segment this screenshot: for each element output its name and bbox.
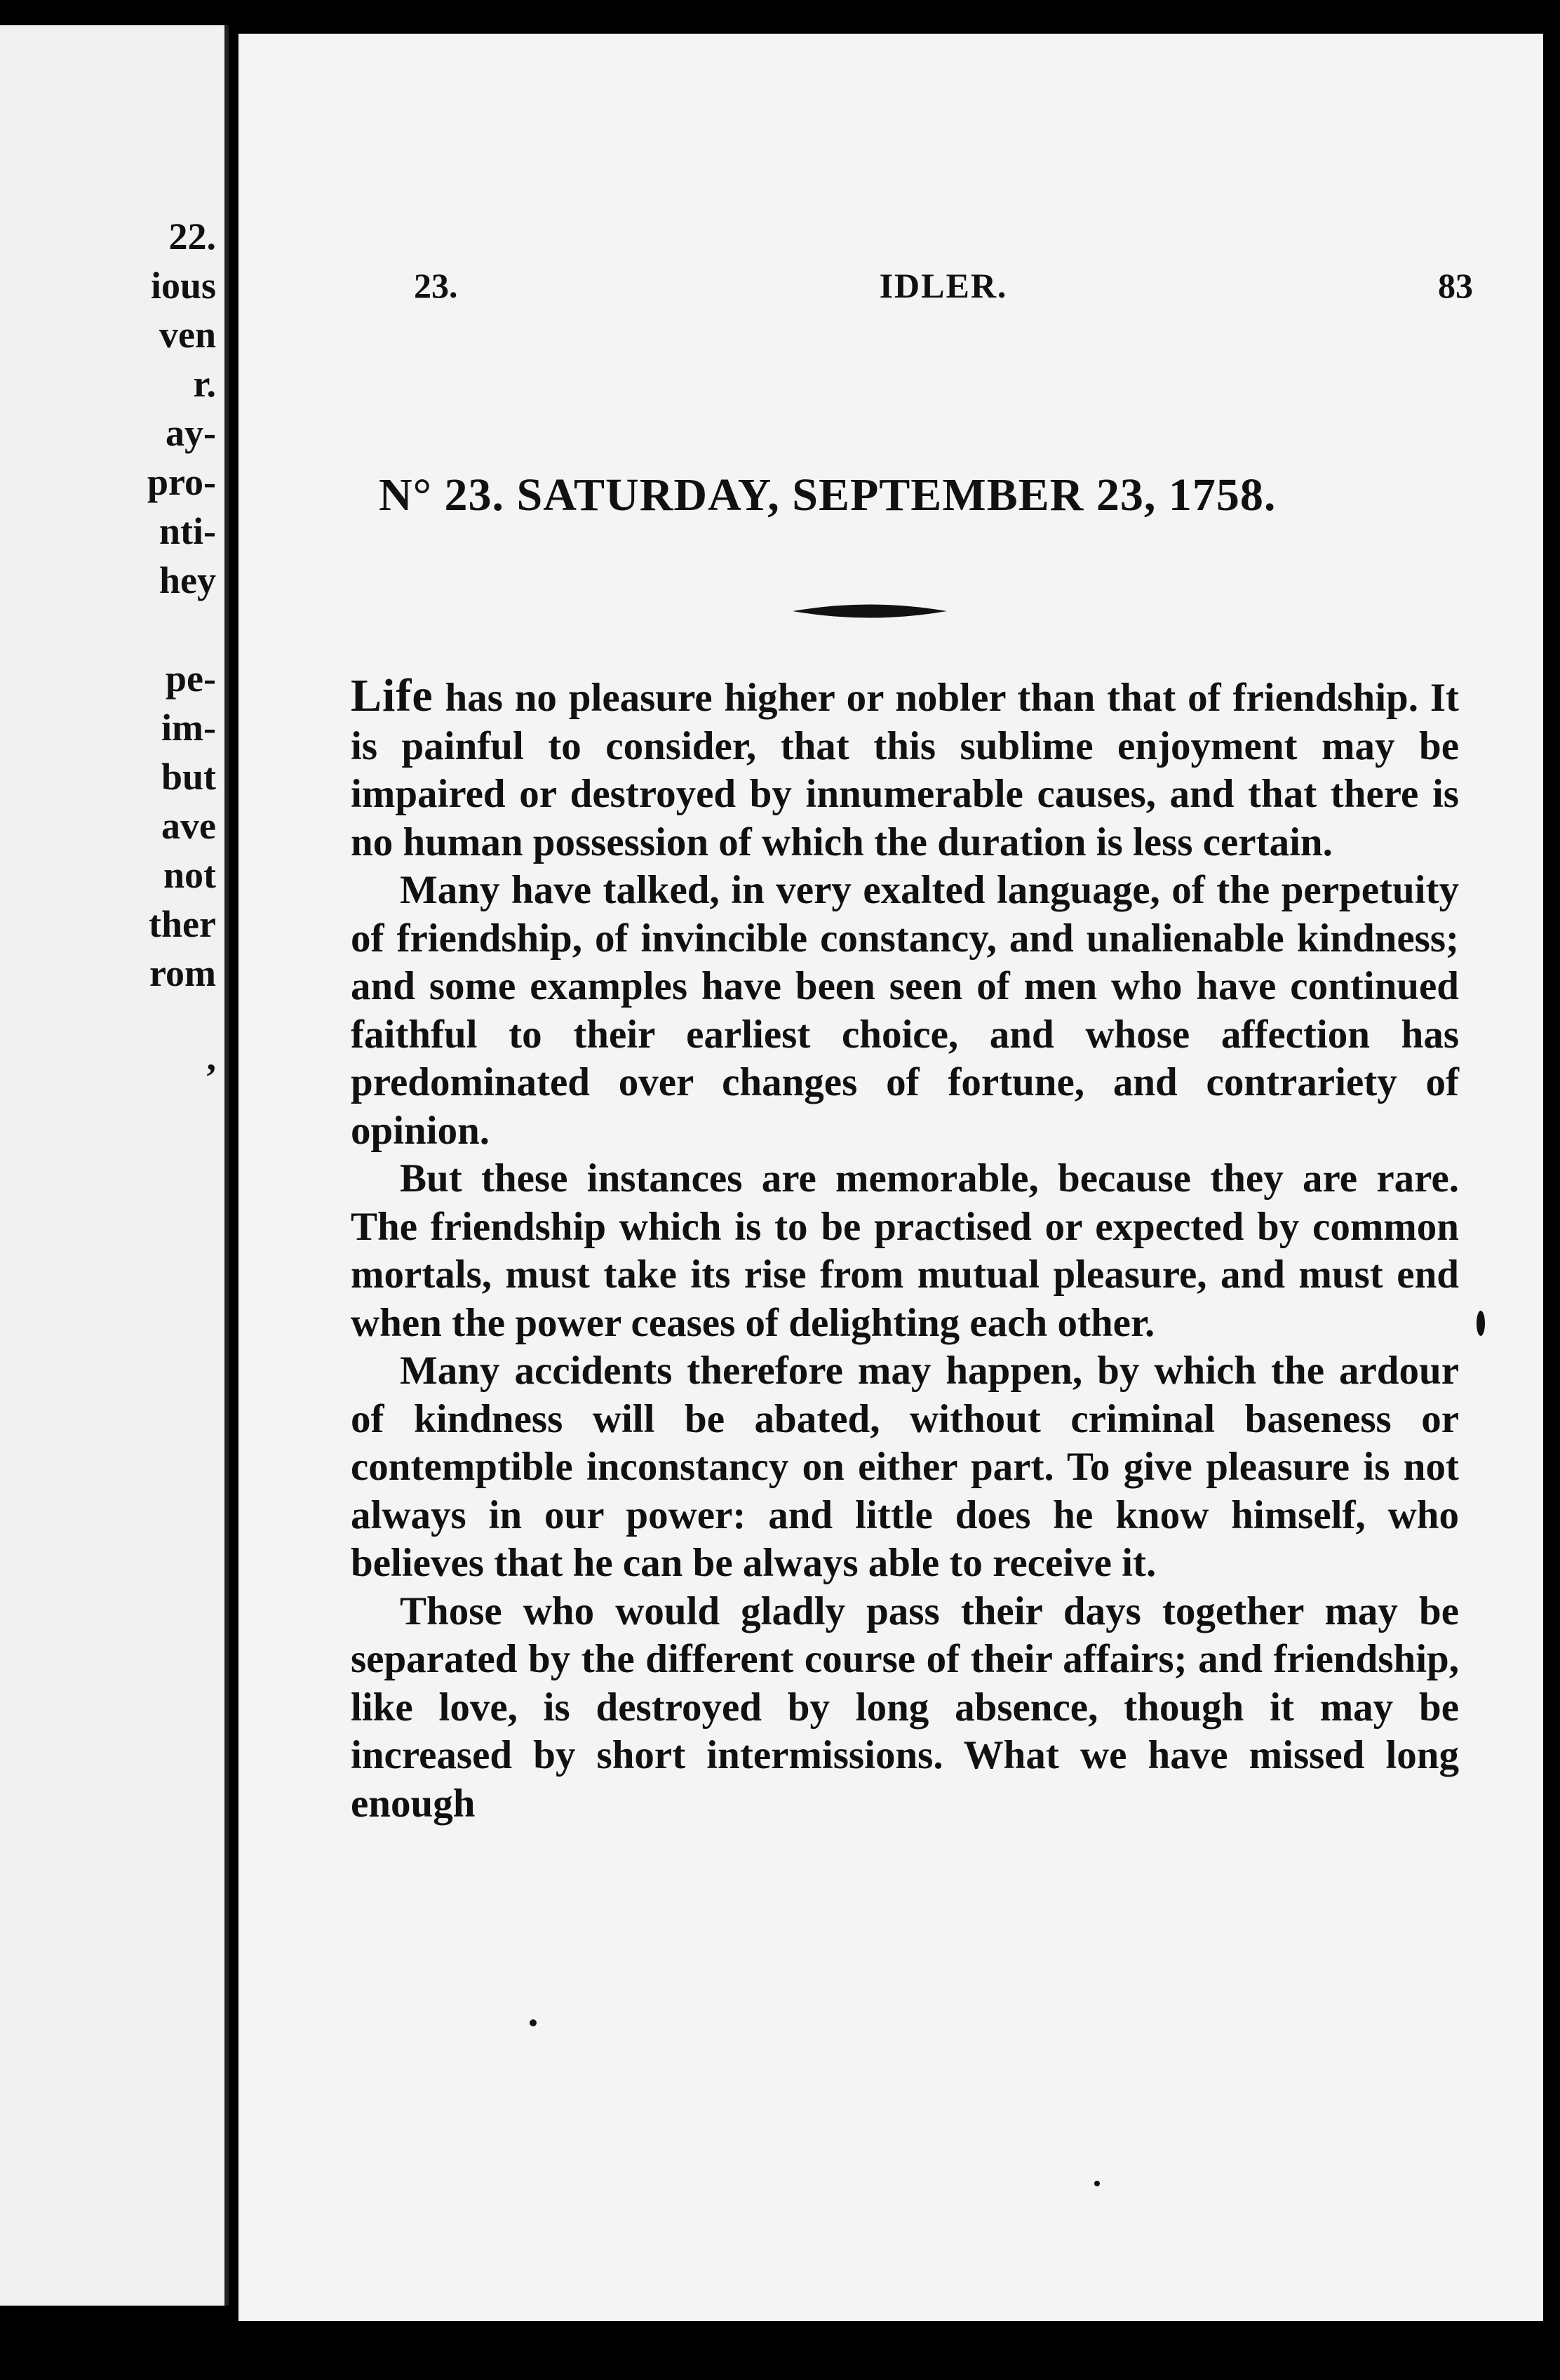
left-page-line: ther [149,903,216,945]
essay-number: 23. [414,266,458,305]
essay-heading: N° 23. SATURDAY, SEPTEMBER 23, 1758. [379,469,1277,521]
publication-title: IDLER. [879,266,1008,305]
left-page-line: nti- [159,510,216,552]
left-page-line: not [163,854,216,896]
page-number: 83 [1438,266,1473,305]
lead-word: Life [351,670,433,721]
left-page-line: pro- [147,461,216,503]
paragraph [351,672,1459,867]
left-page-line: rom [149,952,216,994]
paragraph: Many accidents therefore may happen, by which the ardour of kindness will be abated, without criminal baseness or contemptible inconstancy on either part. To give pleasure is not always in our power: and little does he know himself, who believes that he can be always able to receive it. [351,1349,1459,1585]
left-page-line: but [161,756,216,798]
paragraph: But these instances are memorable, because they are rare. The friendship which is to be practised or expected by common mortals, must take its rise from mutual pleasure, and must end when the power ceases of delighting each other. [351,1156,1459,1345]
paragraph: Those who would gladly pass their days together may be separated by the different course of their affairs; and friendship, like love, is destroyed by long absence, though it may be increased by short intermissions. What we have missed long enough [351,1589,1459,1826]
book-page [238,34,1543,2321]
running-head [414,265,1473,314]
left-page-fragment [0,25,229,2306]
left-page-line: ven [159,314,216,356]
left-page-line: pe- [166,657,216,700]
left-page-line: r. [193,363,216,405]
paragraph: Many have talked, in very exalted language, of the perpetuity of friendship, of invincible constancy, and unalienable kindness; and some examples have been seen of men who have continued faithful to their earliest choice, and whose affection has predominated over changes of fortune, and contrariety of opinion. [351,868,1459,1153]
left-page-line: , [206,1036,216,1078]
left-page-line: ious [150,265,216,307]
ornament-rule-icon [793,601,947,622]
paragraph-text: has no pleasure higher or nobler than that of friendship. It is painful to consider, that this sublime enjoyment may be impaired or destroyed by innumerable causes, and that there is no human possession of which the duration is less certain. [351,676,1459,864]
left-page-line: im- [161,707,216,749]
essay-body [351,672,1459,1828]
left-page-line: ave [161,805,216,847]
left-page-line: hey [159,559,216,601]
left-page-line: 22. [168,215,216,258]
left-page-line: ay- [166,412,216,454]
